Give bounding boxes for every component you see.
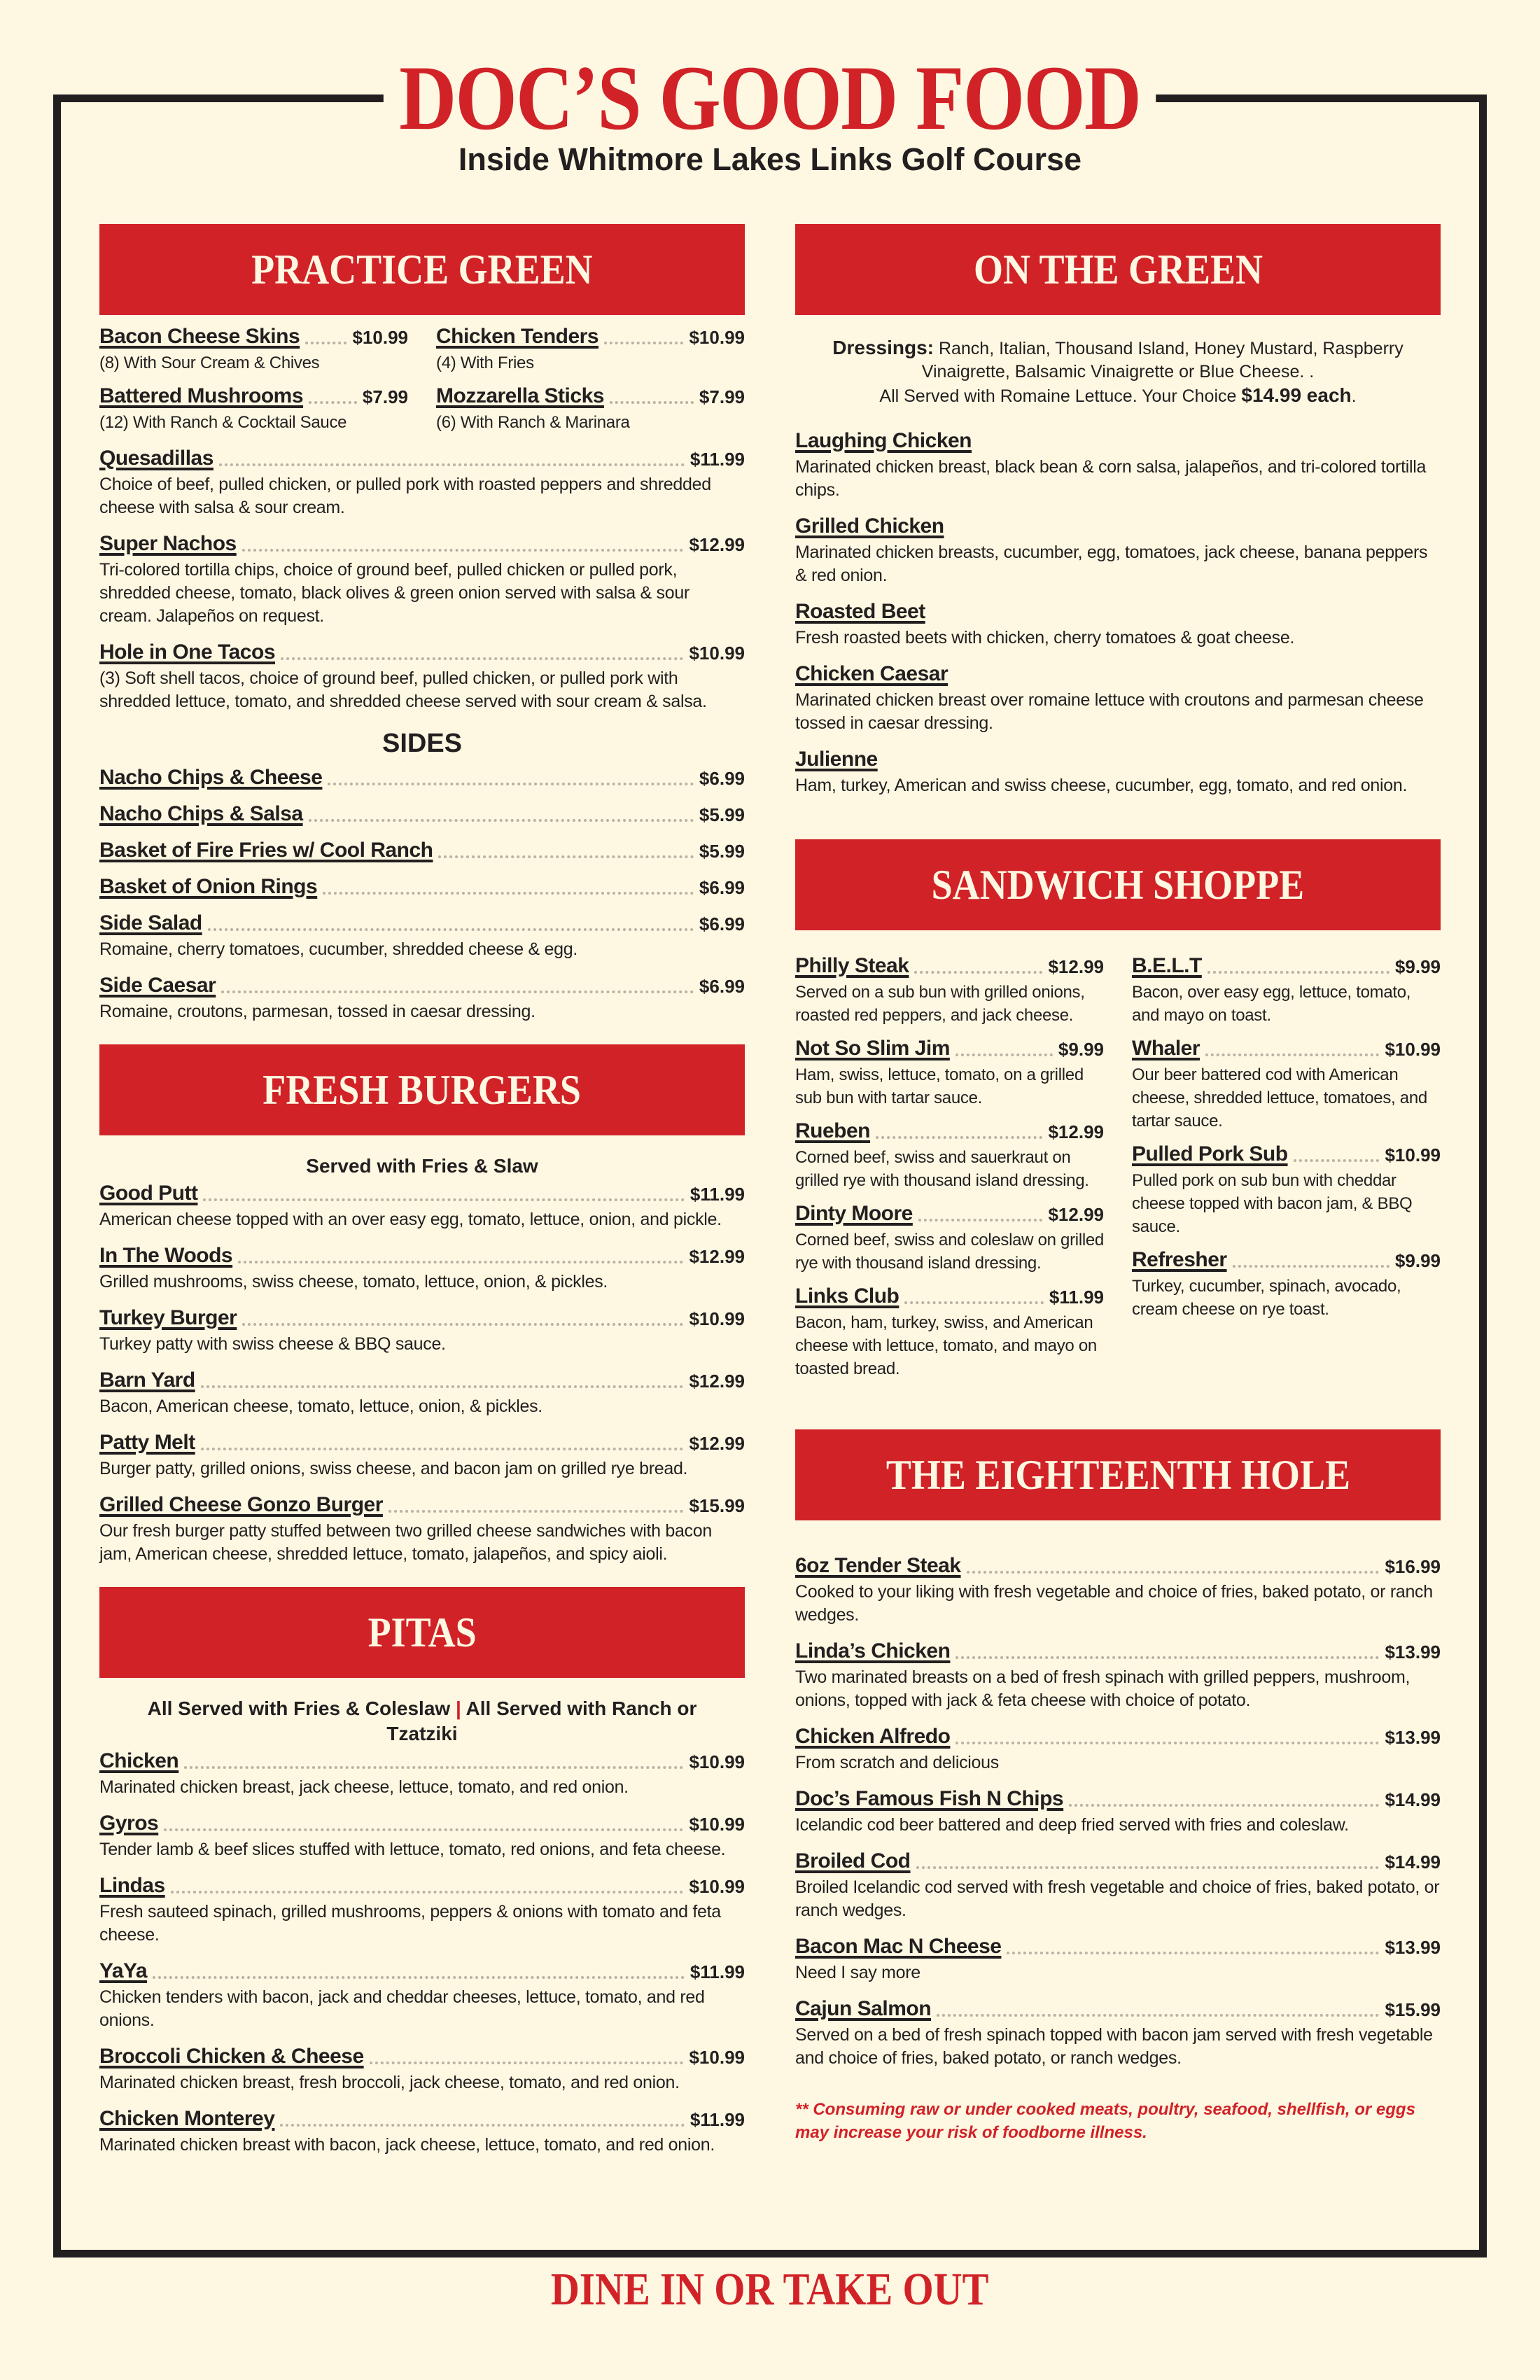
section-fresh-burgers [99, 1044, 745, 1566]
dot-leader [201, 1448, 684, 1450]
dot-leader [309, 401, 357, 404]
footer [0, 2265, 1540, 2314]
item-description: Marinated chicken breasts, cucumber, egg, tomatoes, jack cheese, banana peppers & red onion. [795, 542, 1428, 585]
dot-leader [242, 1323, 683, 1326]
item-name: Barn Yard [99, 1368, 195, 1392]
dot-leader [201, 1385, 684, 1388]
dressings-label: Dressings: [832, 337, 934, 358]
item-description: Corned beef, swiss and sauerkraut on grilled rye with thousand island dressing. [795, 1148, 1089, 1190]
item-name: Chicken Tenders [436, 325, 599, 348]
dot-leader [171, 1891, 684, 1893]
menu-item [99, 1749, 745, 1799]
subhead-part-a: All Served with Fries & Coleslaw [147, 1698, 451, 1719]
item-price: $13.99 [1385, 1642, 1441, 1662]
menu-item [795, 662, 1441, 735]
item-name: Bacon Mac N Cheese [795, 1935, 1002, 1958]
menu-item [99, 447, 745, 519]
menu-item [795, 1037, 1104, 1110]
food-safety-warning: ** Consuming raw or under cooked meats, poultry, seafood, shellfish, or eggs may increase your risk of foodborne illness. [795, 2100, 1415, 2142]
item-price: $12.99 [689, 1433, 745, 1454]
dot-leader [438, 855, 693, 858]
item-description: (4) With Fries [436, 354, 534, 372]
item-description: Grilled mushrooms, swiss cheese, tomato, lettuce, onion, & pickles. [99, 1272, 608, 1292]
dot-leader [305, 342, 346, 344]
dot-leader [1205, 1054, 1379, 1056]
item-price: $11.99 [690, 449, 745, 470]
item-description: American cheese topped with an over easy egg, tomato, lettuce, onion, and pickle. [99, 1210, 722, 1229]
menu-item [99, 802, 745, 826]
item-name: Patty Melt [99, 1431, 195, 1454]
item-price: $9.99 [1058, 1039, 1104, 1060]
item-description: Need I say more [795, 1963, 920, 1982]
menu-item [99, 1812, 745, 1861]
item-name: Links Club [795, 1284, 899, 1308]
item-price: $9.99 [1394, 1250, 1441, 1271]
dot-leader [916, 1866, 1380, 1869]
restaurant-subtitle: Inside Whitmore Lakes Links Golf Course [458, 141, 1082, 177]
item-price: $10.99 [689, 1876, 745, 1897]
menu-item [99, 911, 745, 961]
menu-item [99, 2045, 745, 2094]
dot-leader [1294, 1159, 1380, 1162]
item-price: $10.99 [352, 327, 408, 348]
item-price: $12.99 [689, 1371, 745, 1392]
item-name: Roasted Beet [795, 600, 925, 623]
item-name: Grilled Chicken [795, 514, 944, 538]
item-description: Romaine, croutons, parmesan, tossed in caesar dressing. [99, 1002, 536, 1021]
dot-leader [1007, 1952, 1379, 1954]
menu-item [99, 875, 745, 899]
item-name: 6oz Tender Steak [795, 1554, 961, 1577]
item-price: $10.99 [689, 2047, 745, 2068]
header [0, 46, 1540, 149]
item-description: Pulled pork on sub bun with cheddar cheese topped with bacon jam, & BBQ sauce. [1132, 1171, 1413, 1236]
dot-leader [208, 928, 694, 931]
dot-leader [1208, 971, 1390, 974]
item-description: Icelandic cod beer battered and deep fried served with fries and coleslaw. [795, 1815, 1349, 1835]
item-price: $12.99 [689, 1246, 745, 1267]
menu-item [1132, 1142, 1441, 1238]
item-description: Two marinated breasts on a bed of fresh spinach with grilled peppers, mushroom, onions, topped with jack & feta cheese with choice of potato. [795, 1667, 1410, 1710]
item-description: Corned beef, swiss and coleslaw on grilled rye with thousand island dressing. [795, 1231, 1104, 1273]
item-description: Fresh sauteed spinach, grilled mushrooms, peppers & onions with tomato and feta cheese. [99, 1902, 721, 1945]
item-name: Chicken Caesar [795, 662, 948, 685]
section-sides [99, 729, 745, 1023]
section-banner [795, 839, 1441, 930]
dot-leader [242, 549, 684, 552]
item-name: Chicken Monterey [99, 2107, 275, 2130]
dot-leader [370, 2062, 684, 2064]
dot-leader [164, 1828, 683, 1831]
menu-item [99, 640, 745, 713]
item-price: $12.99 [1048, 1204, 1104, 1225]
item-price: $12.99 [1048, 956, 1104, 977]
menu-item [795, 1935, 1441, 1984]
item-name: Whaler [1132, 1037, 1200, 1060]
item-description: Turkey patty with swiss cheese & BBQ sauce. [99, 1334, 446, 1354]
section-practice-green [99, 224, 745, 713]
item-name: Basket of Fire Fries w/ Cool Ranch [99, 839, 433, 862]
item-name: Quesadillas [99, 447, 214, 470]
item-name: Nacho Chips & Salsa [99, 802, 303, 825]
item-name: Chicken [99, 1749, 179, 1772]
sides-heading: SIDES [382, 729, 463, 758]
menu-item [99, 839, 745, 862]
section-banner [99, 1587, 745, 1678]
item-price: $10.99 [689, 643, 745, 664]
section-title: PITAS [368, 1609, 477, 1656]
item-price: $10.99 [689, 1308, 745, 1329]
item-name: Basket of Onion Rings [99, 875, 318, 898]
item-price: $15.99 [689, 1495, 745, 1516]
menu-item [795, 1639, 1441, 1712]
item-name: Cajun Salmon [795, 1997, 932, 2020]
menu-item [99, 1182, 745, 1231]
item-name: Laughing Chicken [795, 429, 972, 452]
price-suffix: . [1351, 386, 1357, 406]
dot-leader [221, 990, 694, 993]
menu-item [436, 384, 745, 434]
item-price: $11.99 [690, 1961, 745, 1982]
item-price: $5.99 [699, 804, 745, 825]
menu-item [795, 1849, 1441, 1922]
item-name: Battered Mushrooms [99, 384, 304, 407]
left-column [99, 224, 745, 2157]
menu-item [99, 325, 408, 374]
menu-item [795, 514, 1441, 587]
dot-leader [955, 1054, 1053, 1056]
item-price: $13.99 [1385, 1937, 1441, 1958]
item-name: Nacho Chips & Cheese [99, 766, 323, 789]
menu-item [99, 532, 745, 628]
item-name: Bacon Cheese Skins [99, 325, 300, 348]
item-description: Burger patty, grilled onions, swiss cheese, and bacon jam on grilled rye bread. [99, 1459, 688, 1478]
item-description: Choice of beef, pulled chicken, or pulled pork with roasted peppers and shredded cheese with salsa & sour cream. [99, 475, 711, 517]
section-title: FRESH BURGERS [262, 1066, 582, 1113]
item-name: Super Nachos [99, 532, 237, 555]
menu-item [795, 1554, 1441, 1627]
menu-item [795, 1202, 1104, 1275]
dot-leader [967, 1571, 1380, 1574]
menu-item [99, 1959, 745, 2032]
section-title: PRACTICE GREEN [251, 246, 593, 293]
item-description: (6) With Ranch & Marinara [436, 413, 630, 432]
dot-leader [955, 1656, 1379, 1659]
section-pitas [99, 1587, 745, 2157]
dot-leader [604, 342, 683, 344]
item-description: From scratch and delicious [795, 1753, 999, 1772]
item-price: $13.99 [1385, 1727, 1441, 1748]
item-price: $10.99 [689, 1751, 745, 1772]
item-description: Marinated chicken breast, black bean & corn salsa, jalapeños, and tri-colored tortilla chips. [795, 457, 1427, 500]
menu-item [436, 325, 745, 374]
dot-leader [153, 1976, 685, 1979]
item-price: $10.99 [689, 327, 745, 348]
item-name: Broiled Cod [795, 1849, 911, 1872]
dot-leader [203, 1198, 684, 1201]
item-description: Marinated chicken breast with bacon, jack cheese, lettuce, tomato, and red onion. [99, 2135, 715, 2155]
menu-item [795, 600, 1441, 650]
item-name: YaYa [99, 1959, 148, 1982]
menu-item [795, 954, 1104, 1027]
item-price: $5.99 [699, 841, 745, 862]
item-name: Julienne [795, 748, 878, 771]
dot-leader [937, 2014, 1379, 2017]
item-description: (8) With Sour Cream & Chives [99, 354, 320, 372]
sandwich-column-right [1132, 944, 1441, 1380]
menu-item [795, 1119, 1104, 1192]
item-name: Philly Steak [795, 954, 909, 977]
item-description: Tri-colored tortilla chips, choice of ground beef, pulled chicken or pulled pork, shredded cheese, tomato, black olives & green onion served with salsa & sour cream. Jalapeños on request. [99, 560, 690, 626]
item-price: $14.99 [1385, 1851, 1441, 1872]
item-description: Served on a bed of fresh spinach topped with bacon jam served with fresh vegetable and choice of fries, baked potato, or ranch wedges. [795, 2025, 1433, 2068]
item-description: Bacon, ham, turkey, swiss, and American cheese with lettuce, tomato, and mayo on toasted bread. [795, 1313, 1097, 1378]
menu-item [1132, 954, 1441, 1027]
item-price: $9.99 [1394, 956, 1441, 977]
item-price: $6.99 [699, 877, 745, 898]
menu-item [99, 1493, 745, 1566]
item-price: $7.99 [699, 386, 745, 407]
item-name: Dinty Moore [795, 1202, 913, 1225]
item-price: $6.99 [699, 768, 745, 789]
salad-price: $14.99 each [1241, 384, 1352, 406]
item-price: $11.99 [1049, 1287, 1104, 1308]
section-banner [99, 224, 745, 315]
item-name: Linda’s Chicken [795, 1639, 951, 1662]
subhead-part-b: All Served with Ranch or Tzatziki [386, 1698, 697, 1744]
menu-item [99, 1874, 745, 1947]
dressings-note [795, 336, 1441, 408]
dot-leader [238, 1261, 683, 1264]
item-price: $11.99 [690, 2109, 745, 2130]
section-banner [795, 224, 1441, 315]
section-on-the-green [795, 224, 1441, 797]
section-title: SANDWICH SHOPPE [931, 861, 1305, 908]
section-sandwich-shoppe [795, 839, 1441, 1380]
item-name: Chicken Alfredo [795, 1725, 951, 1748]
section-eighteenth-hole [795, 1429, 1441, 2144]
item-description: Our beer battered cod with American cheese, shredded lettuce, tomatoes, and tartar sauce. [1132, 1065, 1427, 1130]
item-name: Rueben [795, 1119, 871, 1142]
section-title: THE EIGHTEENTH HOLE [886, 1451, 1350, 1498]
menu-item [99, 974, 745, 1023]
item-price: $14.99 [1385, 1789, 1441, 1810]
item-description: Ham, turkey, American and swiss cheese, cucumber, egg, tomato, and red onion. [795, 776, 1408, 795]
item-description: Tender lamb & beef slices stuffed with lettuce, tomato, red onions, and feta cheese. [99, 1840, 726, 1859]
item-name: Refresher [1132, 1248, 1227, 1271]
dot-leader [323, 892, 694, 895]
item-name: Mozzarella Sticks [436, 384, 604, 407]
item-description: Cooked to your liking with fresh vegetable and choice of fries, baked potato, or ranch wedges. [795, 1582, 1433, 1625]
item-description: Marinated chicken breast over romaine lettuce with croutons and parmesan cheese tossed in caesar dressing. [795, 690, 1424, 733]
item-price: $6.99 [699, 913, 745, 934]
item-description: Served on a sub bun with grilled onions, roasted red peppers, and jack cheese. [795, 983, 1085, 1025]
item-name: Side Salad [99, 911, 202, 934]
item-description: Our fresh burger patty stuffed between two grilled cheese sandwiches with bacon jam, American cheese, shredded lettuce, tomato, jalapeños, and spicy aioli. [99, 1521, 712, 1564]
menu-item [99, 2107, 745, 2157]
dot-leader [610, 401, 694, 404]
item-price: $7.99 [362, 386, 408, 407]
dot-leader [309, 819, 694, 822]
item-description: (3) Soft shell tacos, choice of ground beef, pulled chicken, or pulled pork with shredded lettuce, tomato, and shredded cheese served with sour cream & salsa. [99, 668, 707, 711]
item-name: Not So Slim Jim [795, 1037, 950, 1060]
section-title: ON THE GREEN [973, 246, 1263, 293]
menu-item [99, 1368, 745, 1418]
item-name: B.E.L.T [1132, 954, 1202, 977]
menu-item [795, 429, 1441, 502]
menu-item [795, 1997, 1441, 2070]
item-name: Broccoli Chicken & Cheese [99, 2045, 364, 2068]
item-description: Marinated chicken breast, jack cheese, lettuce, tomato, and red onion. [99, 1777, 629, 1797]
footer-tagline: DINE IN OR TAKE OUT [533, 2265, 1007, 2314]
dot-leader [1069, 1804, 1379, 1807]
item-price: $10.99 [1385, 1144, 1441, 1166]
section-subheading: Served with Fries & Slaw [306, 1155, 538, 1177]
item-description: Fresh roasted beets with chicken, cherry tomatoes & goat cheese. [795, 628, 1295, 648]
menu-item [1132, 1037, 1441, 1133]
item-description: Ham, swiss, lettuce, tomato, on a grilled sub bun with tartar sauce. [795, 1065, 1084, 1107]
item-description: Romaine, cherry tomatoes, cucumber, shredded cheese & egg. [99, 939, 578, 959]
menu-item [99, 1431, 745, 1480]
dot-leader [904, 1301, 1044, 1304]
menu-item [795, 748, 1441, 797]
sandwich-column-left [795, 944, 1104, 1380]
item-description: Broiled Icelandic cod served with fresh vegetable and choice of fries, baked potato, or ranch wedges. [795, 1877, 1440, 1920]
item-price: $11.99 [690, 1184, 745, 1205]
dot-leader [876, 1136, 1042, 1139]
item-price: $12.99 [1048, 1121, 1104, 1142]
subhead-separator: | [455, 1698, 461, 1719]
item-price: $12.99 [689, 534, 745, 555]
menu-item [99, 1244, 745, 1294]
item-name: Lindas [99, 1874, 165, 1897]
item-description: Chicken tenders with bacon, jack and cheddar cheeses, lettuce, tomato, and red onions. [99, 1987, 705, 2030]
dot-leader [280, 2124, 685, 2127]
menu-item [99, 766, 745, 790]
dot-leader [219, 463, 685, 466]
item-price: $10.99 [1385, 1039, 1441, 1060]
right-column [795, 224, 1441, 2144]
menu-item [99, 1306, 745, 1356]
dot-leader [918, 1219, 1043, 1222]
item-name: Pulled Pork Sub [1132, 1142, 1288, 1166]
dot-leader [281, 657, 683, 660]
dot-leader [914, 971, 1042, 974]
restaurant-title: DOC’S GOOD FOOD [384, 49, 1156, 147]
item-price: $6.99 [699, 976, 745, 997]
item-name: Gyros [99, 1812, 159, 1835]
dot-leader [1233, 1265, 1390, 1268]
dot-leader [388, 1510, 684, 1513]
item-name: Turkey Burger [99, 1306, 237, 1329]
dot-leader [184, 1766, 683, 1769]
item-price: $16.99 [1385, 1556, 1441, 1577]
item-name: Good Putt [99, 1182, 198, 1205]
item-description: Marinated chicken breast, fresh broccoli, jack cheese, tomato, and red onion. [99, 2073, 680, 2092]
dot-leader [328, 783, 694, 785]
menu-item [795, 1787, 1441, 1837]
dot-leader [955, 1742, 1379, 1744]
section-banner [99, 1044, 745, 1135]
section-subheading [99, 1696, 745, 1746]
menu-item [795, 1725, 1441, 1774]
item-description: Turkey, cucumber, spinach, avocado, cream cheese on rye toast. [1132, 1277, 1401, 1319]
item-name: Doc’s Famous Fish N Chips [795, 1787, 1064, 1810]
item-description: Bacon, over easy egg, lettuce, tomato, and mayo on toast. [1132, 983, 1411, 1025]
item-description: Bacon, American cheese, tomato, lettuce, onion, & pickles. [99, 1396, 542, 1416]
item-name: Grilled Cheese Gonzo Burger [99, 1493, 383, 1516]
item-name: Side Caesar [99, 974, 216, 997]
item-name: Hole in One Tacos [99, 640, 275, 664]
menu-item [99, 384, 408, 434]
item-description: (12) With Ranch & Cocktail Sauce [99, 413, 347, 432]
served-note: All Served with Romaine Lettuce. Your Choice [879, 386, 1237, 406]
item-name: In The Woods [99, 1244, 233, 1267]
menu-item [795, 1284, 1104, 1380]
section-banner [795, 1429, 1441, 1520]
item-price: $15.99 [1385, 1999, 1441, 2020]
menu-item [1132, 1248, 1441, 1321]
dressings-list: Ranch, Italian, Thousand Island, Honey Mustard, Raspberry Vinaigrette, Balsamic Vinaigrette or Blue Cheese. . [921, 339, 1404, 382]
sandwich-grid [795, 944, 1441, 1380]
item-price: $10.99 [689, 1814, 745, 1835]
appetizer-grid [99, 315, 745, 434]
